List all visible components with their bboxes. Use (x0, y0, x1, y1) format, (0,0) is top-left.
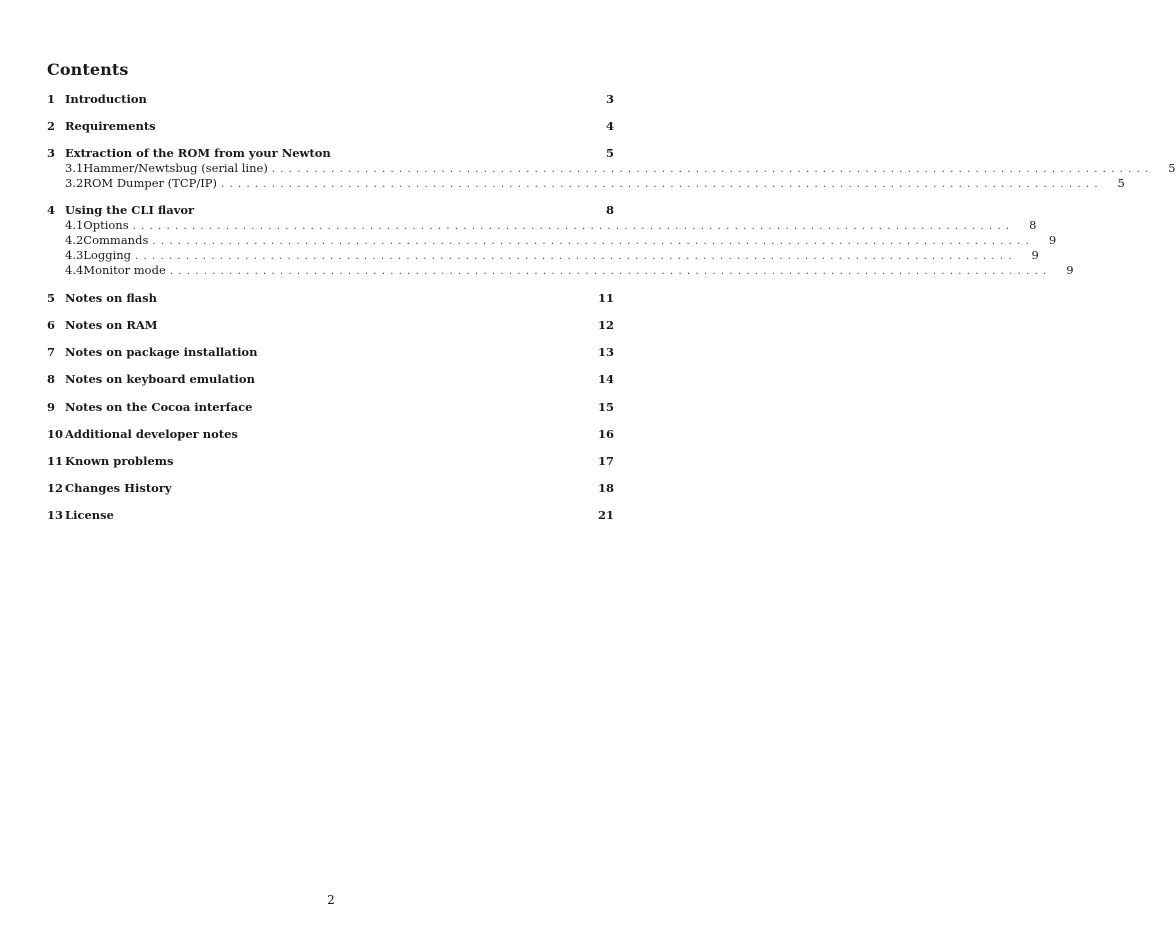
toc-title: Commands (83, 233, 149, 247)
toc-title: Hammer/Newtsbug (serial line) (83, 161, 268, 175)
toc-number: 12 (47, 481, 64, 495)
toc-title: Changes History (65, 481, 172, 495)
toc-title: Logging (83, 248, 132, 262)
toc-number: 6 (47, 318, 56, 332)
toc-page-number: 9 (1031, 248, 1039, 262)
toc-page-number: 21 (597, 508, 614, 522)
toc-entry-logging[interactable] (65, 248, 1039, 264)
toc-number: 13 (47, 508, 64, 522)
toc-leader-dots: ........................................................................................................ (221, 179, 1103, 190)
toc-page-number: 9 (1066, 263, 1074, 277)
toc-leader-dots: ........................................................................................................ (271, 164, 1154, 175)
toc-title: Additional developer notes (65, 427, 238, 441)
toc-page-number: 17 (597, 454, 614, 468)
toc-title: Notes on flash (65, 291, 157, 305)
toc-page-number: 12 (597, 318, 614, 332)
toc-page-number: 5 (1117, 176, 1125, 190)
toc-page-number: 9 (1048, 233, 1057, 247)
toc-number: 4 (47, 203, 56, 217)
table-of-contents (47, 0, 1176, 936)
toc-page-number: 8 (1029, 218, 1037, 232)
toc-number: 4.2 (65, 233, 84, 247)
toc-page-number: 5 (605, 146, 614, 160)
toc-number: 7 (47, 345, 56, 359)
toc-entry-introduction[interactable] (47, 92, 614, 108)
toc-title: Notes on RAM (65, 318, 158, 332)
toc-entry-commands[interactable] (65, 233, 1057, 249)
toc-entry-requirements[interactable] (47, 119, 614, 135)
toc-leader-dots: ........................................................................................................ (135, 251, 1017, 262)
toc-number: 3.2 (65, 176, 84, 190)
toc-number: 2 (47, 119, 56, 133)
toc-page-number: 4 (605, 119, 614, 133)
toc-number: 3.1 (65, 161, 84, 175)
toc-page-number: 18 (597, 481, 614, 495)
toc-title: License (65, 508, 114, 522)
toc-entry-keyboard-emulation[interactable] (47, 372, 614, 388)
toc-title: Options (83, 218, 129, 232)
toc-title: Notes on package installation (65, 345, 258, 359)
toc-title: Notes on the Cocoa interface (65, 400, 253, 414)
toc-title: Monitor mode (83, 263, 166, 277)
toc-title: ROM Dumper (TCP/IP) (83, 176, 218, 190)
toc-entry-changes-history[interactable] (47, 481, 614, 497)
page-title: Contents (47, 60, 129, 79)
toc-entry-cli-flavor[interactable] (47, 203, 614, 219)
toc-number: 9 (47, 400, 56, 414)
toc-entry-notes-ram[interactable] (47, 318, 614, 334)
toc-page-number: 14 (597, 372, 614, 386)
toc-entry-options[interactable] (65, 218, 1037, 234)
toc-number: 4.1 (65, 218, 84, 232)
toc-page-number: 5 (1168, 161, 1176, 175)
toc-number: 4.4 (65, 263, 84, 277)
toc-entry-license[interactable] (47, 508, 614, 524)
toc-leader-dots: ........................................................................................................ (169, 266, 1052, 277)
toc-title: Using the CLI flavor (65, 203, 195, 217)
toc-page-number: 8 (605, 203, 614, 217)
toc-entry-package-installation[interactable] (47, 345, 614, 361)
toc-page-number: 16 (597, 427, 614, 441)
toc-entry-rom-extraction[interactable] (47, 146, 614, 162)
toc-number: 5 (47, 291, 56, 305)
toc-leader-dots: ........................................................................................................ (132, 221, 1015, 232)
toc-entry-hammer-newtsbug[interactable] (65, 161, 1176, 177)
toc-number: 3 (47, 146, 56, 160)
page-footer-number: 2 (327, 893, 335, 907)
toc-number: 1 (47, 92, 56, 106)
toc-leader-dots: ........................................................................................................ (152, 236, 1035, 247)
toc-entry-notes-flash[interactable] (47, 291, 614, 307)
toc-page-number: 11 (597, 291, 614, 305)
toc-page-number: 13 (597, 345, 614, 359)
toc-number: 11 (47, 454, 64, 468)
toc-title: Notes on keyboard emulation (65, 372, 255, 386)
toc-title: Requirements (65, 119, 156, 133)
toc-entry-rom-dumper[interactable] (65, 176, 1125, 192)
toc-number: 4.3 (65, 248, 84, 262)
toc-title: Extraction of the ROM from your Newton (65, 146, 331, 160)
toc-entry-developer-notes[interactable] (47, 427, 614, 443)
toc-entry-known-problems[interactable] (47, 454, 614, 470)
toc-number: 10 (47, 427, 64, 441)
toc-number: 8 (47, 372, 56, 386)
toc-entry-cocoa-interface[interactable] (47, 400, 614, 416)
toc-entry-monitor-mode[interactable] (65, 263, 1074, 279)
toc-page-number: 15 (597, 400, 614, 414)
toc-page-number: 3 (605, 92, 614, 106)
toc-title: Introduction (65, 92, 147, 106)
toc-title: Known problems (65, 454, 174, 468)
